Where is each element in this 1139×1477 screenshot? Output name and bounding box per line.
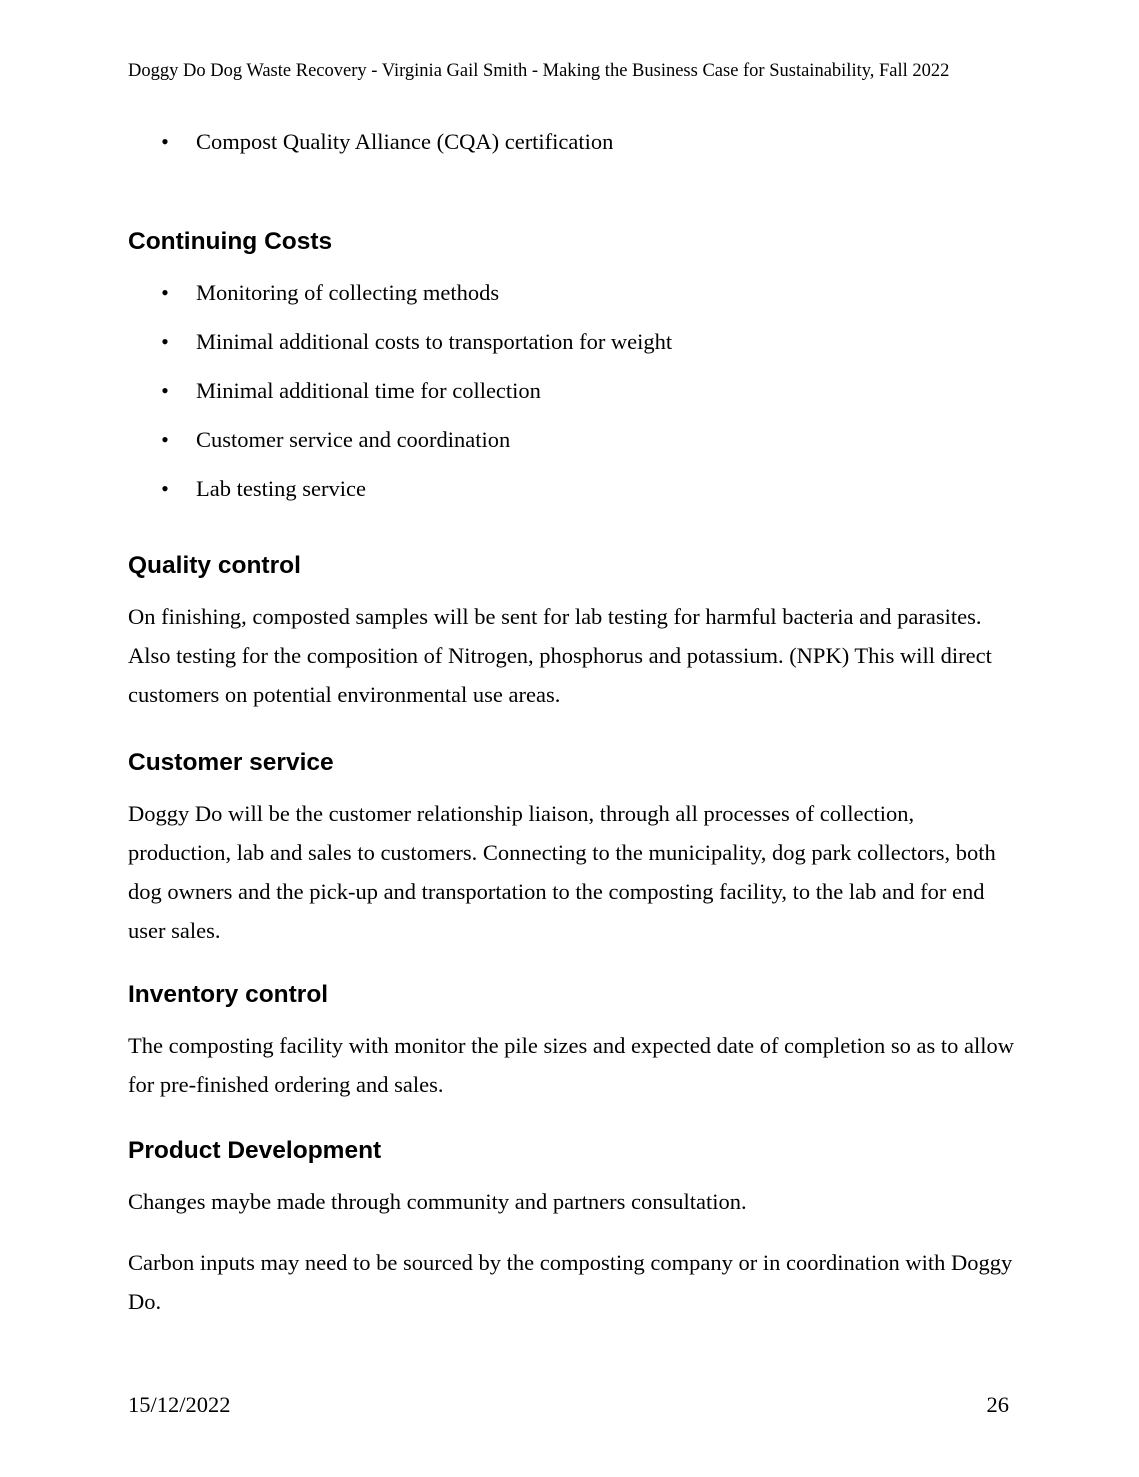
list-item xyxy=(128,278,672,308)
continuing-costs-list xyxy=(128,278,672,523)
list-item-text: Lab testing service xyxy=(196,476,366,501)
list-item-text: Compost Quality Alliance (CQA) certification xyxy=(196,129,614,154)
list-item-text: Minimal additional time for collection xyxy=(196,378,541,403)
customer-service-paragraph: Doggy Do will be the customer relationship liaison, through all processes of collection, production, lab and sales to customers. Connecting to the municipality, dog park collectors, both dog owners and the pick-up and transportation to the composting facility, to the lab and for end user sales. xyxy=(128,801,996,943)
list-item xyxy=(128,376,672,406)
bullet-icon: • xyxy=(161,329,169,354)
bullet-icon: • xyxy=(161,129,169,154)
list-item-text: Monitoring of collecting methods xyxy=(196,280,500,305)
section-heading-inventory-control: Inventory control xyxy=(128,981,329,1008)
product-development-paragraph-1: Changes maybe made through community and partners consultation. xyxy=(128,1189,747,1214)
section-heading-customer-service: Customer service xyxy=(128,749,334,776)
inventory-control-paragraph: The composting facility with monitor the pile sizes and expected date of completion so as to allow for pre-finished ordering and sales. xyxy=(128,1033,1015,1097)
page-number: 26 xyxy=(986,1392,1009,1417)
intro-bullet-list xyxy=(128,127,613,176)
list-item xyxy=(128,474,672,504)
bullet-icon: • xyxy=(161,378,169,403)
product-development-paragraph-2: Carbon inputs may need to be sourced by the composting company or in coordination with Doggy Do. xyxy=(128,1250,1013,1314)
list-item xyxy=(128,425,672,455)
section-heading-quality-control: Quality control xyxy=(128,552,301,579)
quality-control-paragraph: On finishing, composted samples will be sent for lab testing for harmful bacteria and parasites. Also testing for the composition of Nitrogen, phosphorus and potassium. (NPK) This will direct customers on potential environmental use areas. xyxy=(128,604,992,707)
list-item xyxy=(128,327,672,357)
bullet-icon: • xyxy=(161,476,169,501)
footer-date: 15/12/2022 xyxy=(128,1392,231,1417)
bullet-icon: • xyxy=(161,427,169,452)
list-item-text: Minimal additional costs to transportation for weight xyxy=(196,329,673,354)
bullet-icon: • xyxy=(161,280,169,305)
list-item xyxy=(128,127,613,157)
section-heading-product-development: Product Development xyxy=(128,1137,382,1164)
list-item-text: Customer service and coordination xyxy=(196,427,511,452)
section-heading-continuing-costs: Continuing Costs xyxy=(128,228,333,255)
running-header: Doggy Do Dog Waste Recovery - Virginia Gail Smith - Making the Business Case for Sustainability, Fall 2022 xyxy=(128,61,950,81)
